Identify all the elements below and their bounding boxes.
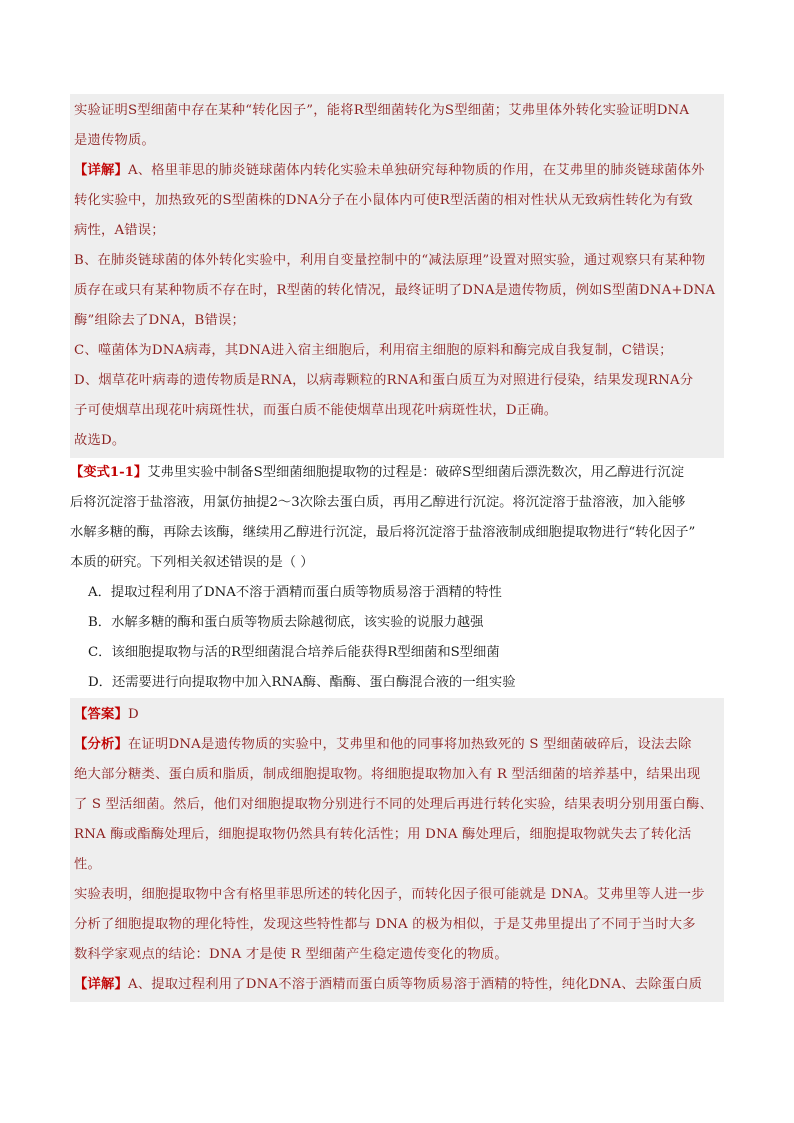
text-line: 分析了细胞提取物的理化特性，发现这些特性都与 DNA 的极为相似，于是艾弗里提出了不同于当时大多 xyxy=(74,917,696,932)
text-line: 病性，A错误； xyxy=(74,223,165,238)
detail-tag: 【详解】 xyxy=(74,163,128,178)
text-line: C、噬菌体为DNA病毒，其DNA进入宿主细胞后，利用宿主细胞的原料和酶完成自我复制，C错误； xyxy=(74,343,673,358)
text-line: 是遗传物质。 xyxy=(74,133,155,148)
text-line: 绝大部分糖类、蛋白质和脂质，制成细胞提取物。将细胞提取物加入有 R 型活细菌的培养基中，结果出现 xyxy=(74,767,701,782)
text-line: B、在肺炎链球菌的体外转化实验中，利用自变量控制中的“减法原理”设置对照实验，通过观察只有某种物 xyxy=(74,253,706,268)
text-line: 了 S 型活细菌。然后，他们对细胞提取物分别进行不同的处理后再进行转化实验，结果表明分别用蛋白酶、 xyxy=(74,797,714,812)
analysis-tag: 【分析】 xyxy=(74,737,128,752)
document-page xyxy=(70,94,724,1002)
text-line: 实验表明，细胞提取物中含有格里菲思所述的转化因子，而转化因子很可能就是 DNA。艾弗里等人进一步 xyxy=(74,887,705,902)
text-line: 转化实验中，加热致死的S型菌株的DNA分子在小鼠体内可使R型活菌的相对性状从无致病性转化为有致 xyxy=(74,193,693,208)
option-d: D．还需要进行向提取物中加入RNA酶、酯酶、蛋白酶混合液的一组实验 xyxy=(88,675,516,690)
question-tag: 【变式1-1】 xyxy=(70,465,148,480)
text-line: 实验证明S型细菌中存在某种“转化因子”，能将R型细菌转化为S型细菌；艾弗里体外转化实验证明DNA xyxy=(74,103,690,118)
text-line: 质存在或只有某种物质不存在时，R型菌的转化情况，最终证明了DNA是遗传物质，例如S型菌DNA+DNA xyxy=(74,283,716,298)
question-block xyxy=(70,458,724,698)
question-line: 后将沉淀溶于盐溶液，用氯仿抽提2～3次除去蛋白质，再用乙醇进行沉淀。将沉淀溶于盐溶液，加入能够 xyxy=(70,495,686,510)
detail-text: A、提取过程利用了DNA不溶于酒精而蛋白质等物质易溶于酒精的特性，纯化DNA、去除蛋白质 xyxy=(128,977,703,992)
answer-block xyxy=(70,698,724,1002)
question-line xyxy=(70,458,724,488)
question-line: 本质的研究。下列相关叙述错误的是（ ） xyxy=(70,555,314,570)
detail-line xyxy=(74,970,718,1000)
text-line: D、烟草花叶病毒的遗传物质是RNA，以病毒颗粒的RNA和蛋白质互为对照进行侵染，结果发现RNA分 xyxy=(74,373,694,388)
analysis-line xyxy=(74,730,718,760)
option-a: A．提取过程利用了DNA不溶于酒精而蛋白质等物质易溶于酒精的特性 xyxy=(88,585,502,600)
text-line xyxy=(74,156,718,186)
text-line: 子可使烟草出现花叶病斑性状，而蛋白质不能使烟草出现花叶病斑性状，D正确。 xyxy=(74,403,558,418)
text-line: 酶”组除去了DNA，B错误； xyxy=(74,313,245,328)
option-c: C．该细胞提取物与活的R型细菌混合培养后能获得R型细菌和S型细菌 xyxy=(88,645,500,660)
answer-value: D xyxy=(128,707,139,722)
detail-text: A、格里菲思的肺炎链球菌体内转化实验未单独研究每种物质的作用，在艾弗里的肺炎链球菌体外 xyxy=(128,163,705,178)
answer-tag: 【答案】 xyxy=(74,707,128,722)
text-line: RNA 酶或酯酶处理后，细胞提取物仍然具有转化活性；用 DNA 酶处理后，细胞提取物就失去了转化活性。 xyxy=(74,827,692,872)
detail-tag: 【详解】 xyxy=(74,977,128,992)
conclusion-text: 故选D。 xyxy=(74,433,126,448)
question-line: 水解多糖的酶，再除去该酶，继续用乙醇进行沉淀，最后将沉淀溶于盐溶液制成细胞提取物进行“转化因子” xyxy=(70,525,696,540)
explanation-block xyxy=(70,94,724,458)
answer-line xyxy=(74,700,718,730)
analysis-text: 在证明DNA是遗传物质的实验中，艾弗里和他的同事将加热致死的 S 型细菌破碎后，设法去除 xyxy=(128,737,692,752)
question-text: 艾弗里实验中制备S型细菌细胞提取物的过程是：破碎S型细菌后漂洗数次，用乙醇进行沉淀 xyxy=(147,465,685,480)
option-b: B．水解多糖的酶和蛋白质等物质去除越彻底，该实验的说服力越强 xyxy=(88,615,484,630)
text-line: 数科学家观点的结论：DNA 才是使 R 型细菌产生稳定遗传变化的物质。 xyxy=(74,947,508,962)
